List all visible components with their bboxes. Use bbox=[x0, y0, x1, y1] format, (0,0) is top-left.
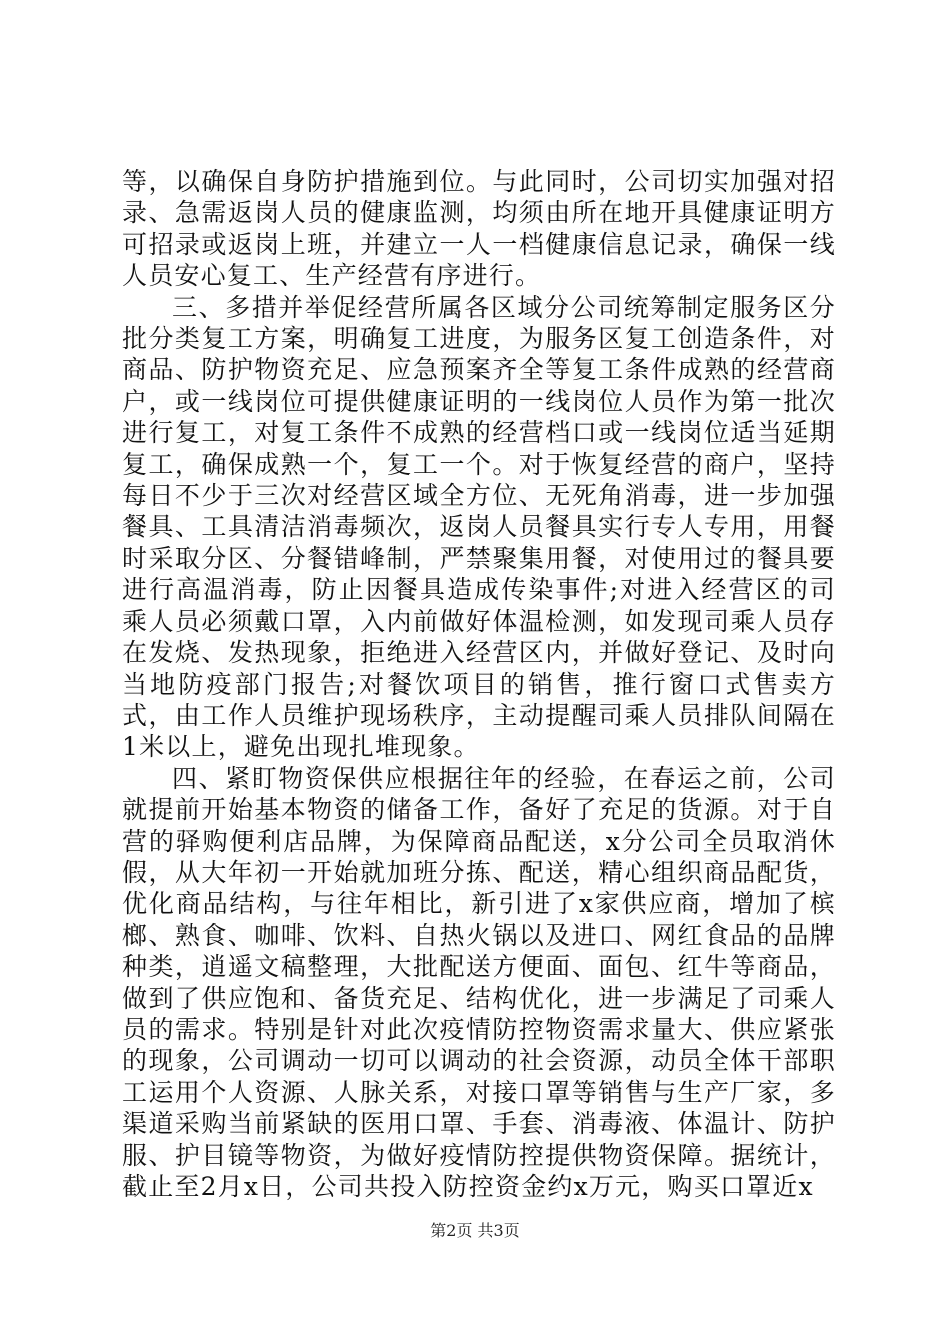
paragraph-continuation: 等，以确保自身防护措施到位。与此同时，公司切实加强对招录、急需返岗人员的健康监测，均须由所在地开具健康证明方可招录或返岗上班，并建立一人一档健康信息记录，确保一线人员安心复工、生产经营有序进行。 bbox=[122, 167, 836, 291]
page-footer: 第2页 共3页 bbox=[430, 1221, 520, 1240]
document-body bbox=[122, 166, 836, 1202]
paragraph-section-four: 四、紧盯物资保供应根据往年的经验，在春运之前，公司就提前开始基本物资的储备工作，备好了充足的货源。对于自营的驿购便利店品牌，为保障商品配送，x分公司全员取消休假，从大年初一开始就加班分拣、配送，精心组织商品配货，优化商品结构，与往年相比，新引进了x家供应商，增加了槟榔、熟食、咖啡、饮料、自热火锅以及进口、网红食品的品牌种类，逍遥文稿整理，大批配送方便面、面包、红牛等商品，做到了供应饱和、备货充足、结构优化，进一步满足了司乘人员的需求。特别是针对此次疫情防控物资需求量大、供应紧张的现象，公司调动一切可以调动的社会资源，动员全体干部职工运用个人资源、人脉关系，对接口罩等销售与生产厂家，多渠道采购当前紧缺的医用口罩、手套、消毒液、体温计、防护服、护目镜等物资，为做好疫情防控提供物资保障。据统计，截止至2月x日，公司共投入防控资金约x万元，购买口罩近x bbox=[122, 763, 836, 1201]
paragraph-section-three: 三、多措并举促经营所属各区域分公司统筹制定服务区分批分类复工方案，明确复工进度，为服务区复工创造条件，对商品、防护物资充足、应急预案齐全等复工条件成熟的经营商户，或一线岗位可提供健康证明的一线岗位人员作为第一批次进行复工，对复工条件不成熟的经营档口或一线岗位适当延期复工，确保成熟一个，复工一个。对于恢复经营的商户，坚持每日不少于三次对经营区域全方位、无死角消毒，进一步加强餐具、工具清洁消毒频次，返岗人员餐具实行专人专用，用餐时采取分区、分餐错峰制，严禁聚集用餐，对使用过的餐具要进行高温消毒，防止因餐具造成传染事件;对进入经营区的司乘人员必须戴口罩，入内前做好体温检测，如发现司乘人员存在发烧、发热现象，拒绝进入经营区内，并做好登记、及时向当地防疫部门报告;对餐饮项目的销售，推行窗口式售卖方式，由工作人员维护现场秩序，主动提醒司乘人员排队间隔在1米以上，避免出现扎堆现象。 bbox=[122, 292, 836, 762]
